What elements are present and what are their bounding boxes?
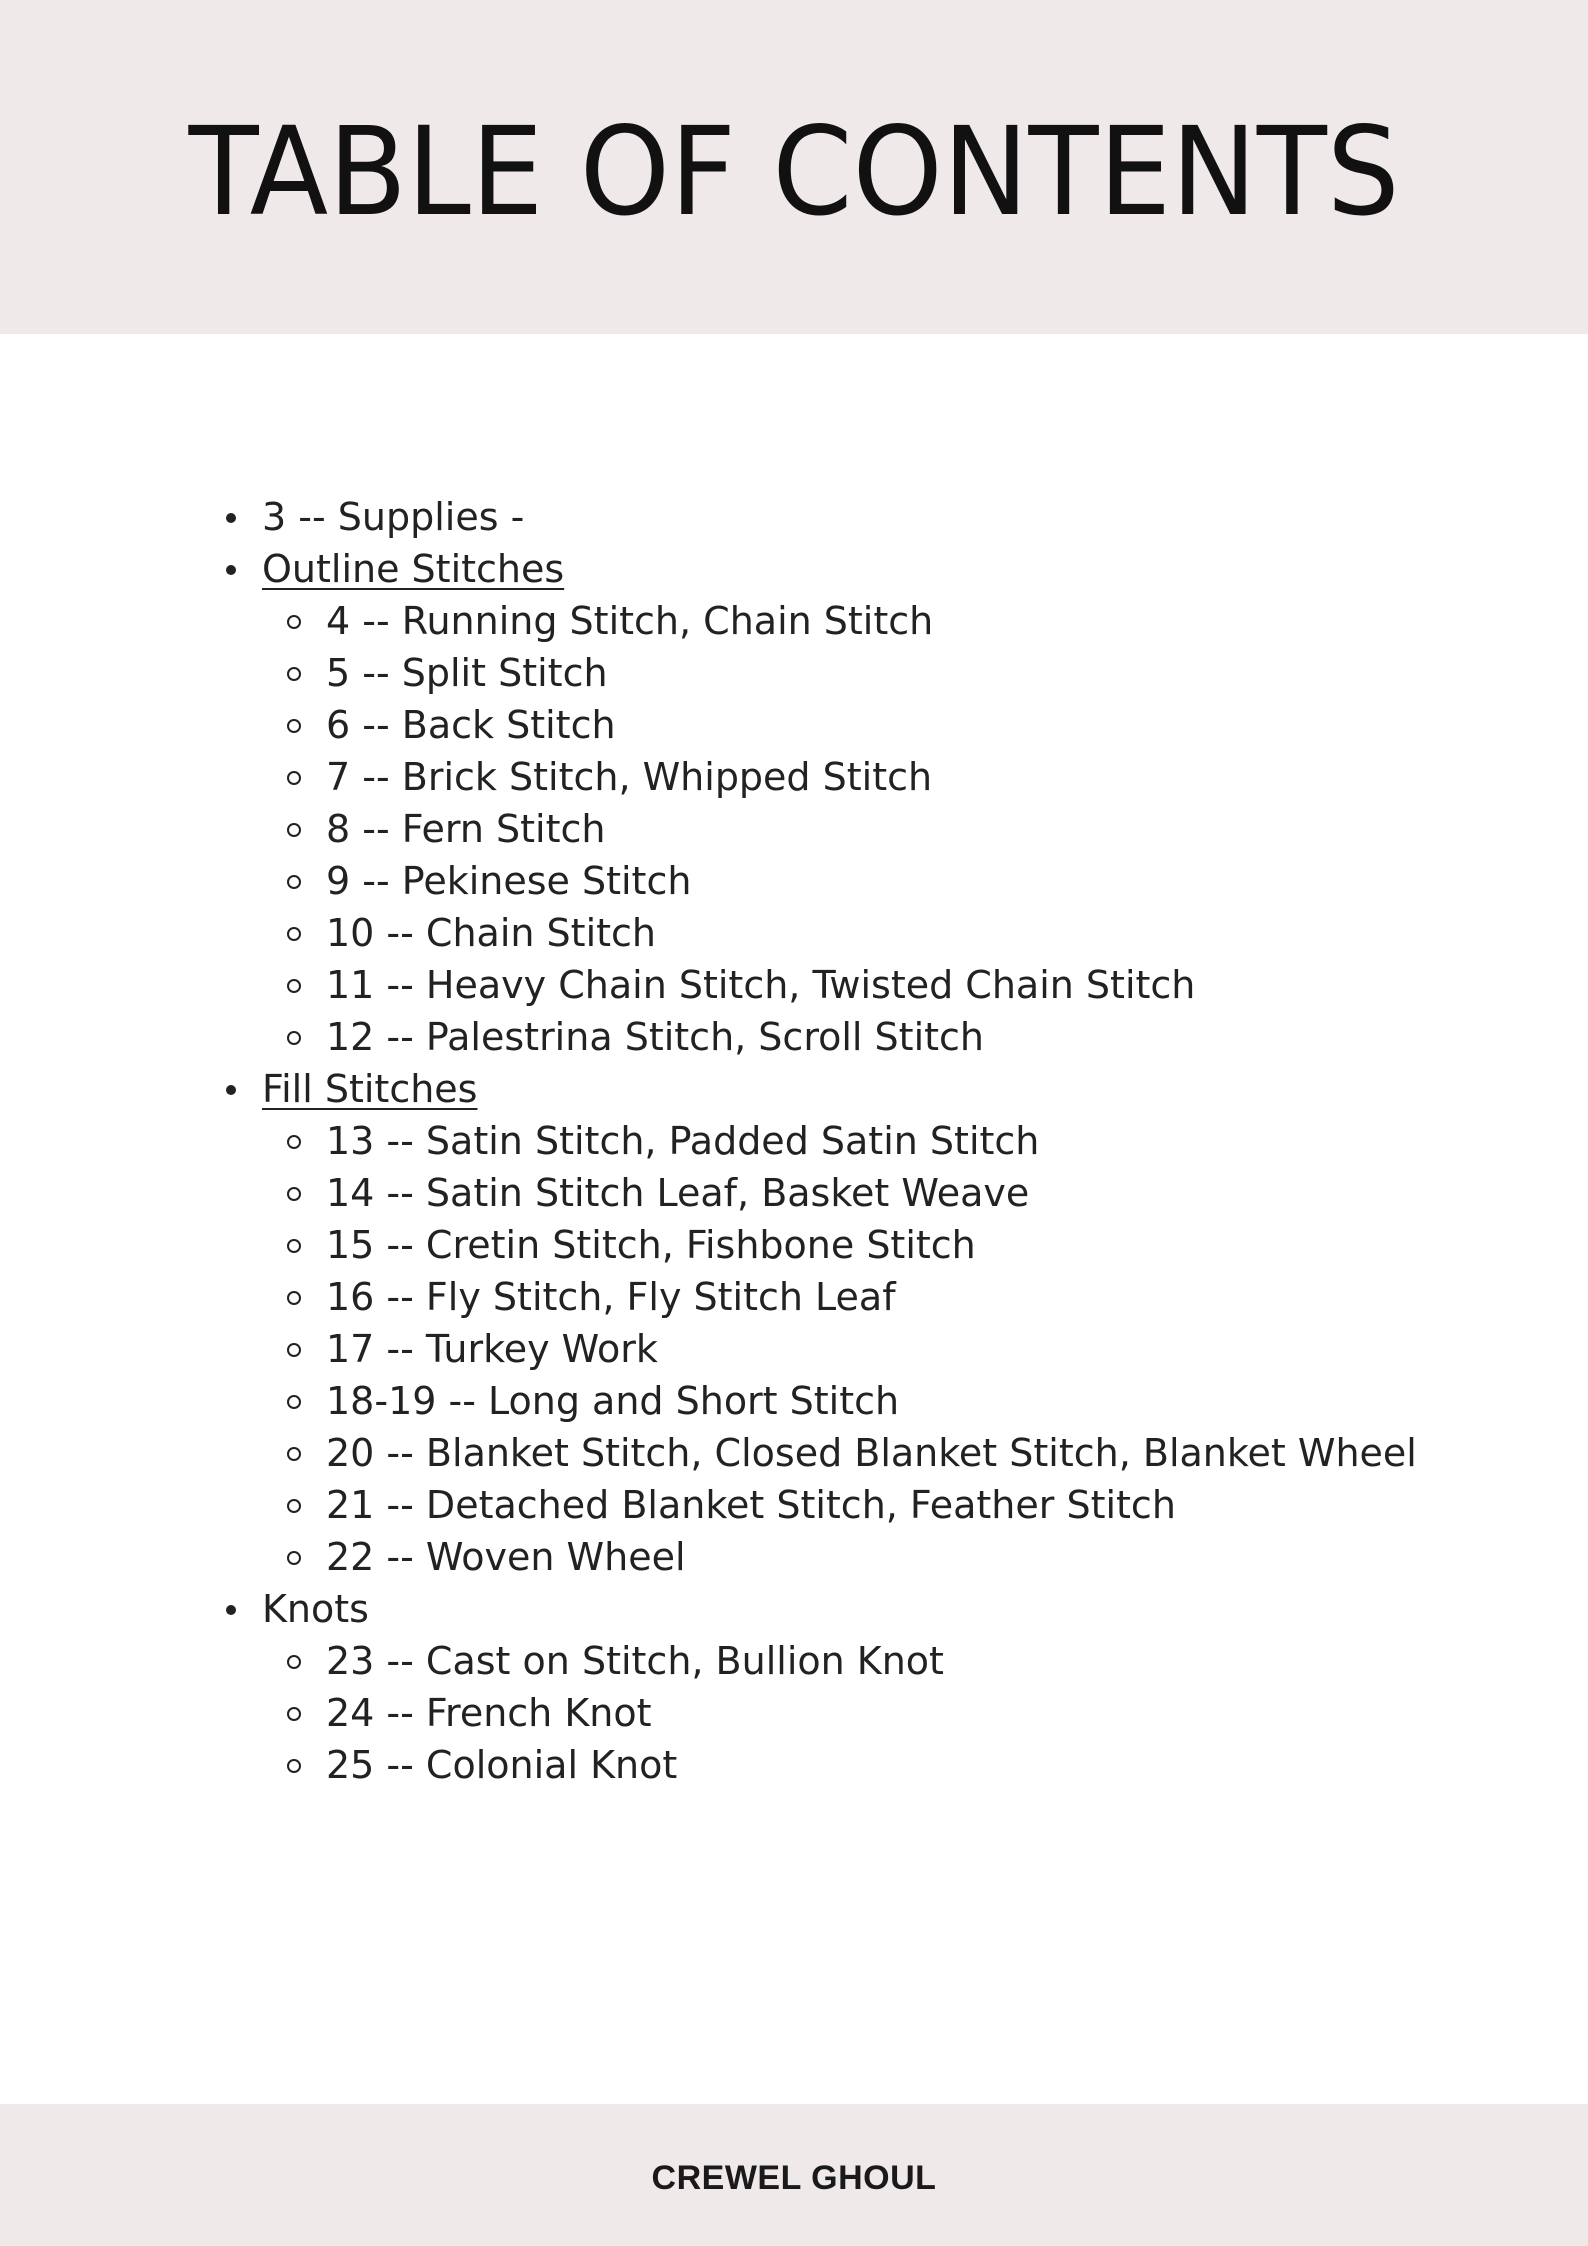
bullet-circle-icon	[287, 1447, 301, 1461]
footer-brand: CREWEL GHOUL	[651, 2158, 937, 2197]
section-label-outline-stitches: Outline Stitches	[262, 547, 565, 591]
bullet-disc-icon	[226, 513, 236, 523]
toc-entry	[0, 1427, 1588, 1479]
toc-entry-label: 5 -- Split Stitch	[326, 651, 608, 695]
toc-entry	[0, 803, 1588, 855]
bullet-circle-icon	[287, 1135, 301, 1149]
bullet-circle-icon	[287, 719, 301, 733]
toc-section-knots	[0, 1583, 1588, 1635]
toc-entry	[0, 1739, 1588, 1791]
toc-entry-label: 10 -- Chain Stitch	[326, 911, 657, 955]
toc-entry-label: 18-19 -- Long and Short Stitch	[326, 1379, 900, 1423]
toc-entry	[0, 647, 1588, 699]
bullet-circle-icon	[287, 1291, 301, 1305]
toc-entry	[0, 1635, 1588, 1687]
toc-entry	[0, 1167, 1588, 1219]
toc-entry-label: 11 -- Heavy Chain Stitch, Twisted Chain Stitch	[326, 963, 1196, 1007]
toc-entry-label: 3 -- Supplies -	[262, 495, 525, 539]
toc-entry	[0, 959, 1588, 1011]
toc-entry	[0, 595, 1588, 647]
toc-section-outline-stitches	[0, 543, 1588, 595]
toc-entry-label: 8 -- Fern Stitch	[326, 807, 606, 851]
toc-entry-label: 15 -- Cretin Stitch, Fishbone Stitch	[326, 1223, 976, 1267]
toc-entry-label: 17 -- Turkey Work	[326, 1327, 658, 1371]
toc-entry	[0, 1011, 1588, 1063]
bullet-circle-icon	[287, 1187, 301, 1201]
bullet-circle-icon	[287, 771, 301, 785]
bullet-circle-icon	[287, 1707, 301, 1721]
toc-entry-label: 25 -- Colonial Knot	[326, 1743, 678, 1787]
toc-entry-label: 4 -- Running Stitch, Chain Stitch	[326, 599, 934, 643]
toc-entry	[0, 1531, 1588, 1583]
toc-entry-label: 6 -- Back Stitch	[326, 703, 616, 747]
page-title: TABLE OF CONTENTS	[188, 101, 1400, 243]
section-label-fill-stitches: Fill Stitches	[262, 1067, 478, 1111]
toc-section-fill-stitches	[0, 1063, 1588, 1115]
bullet-circle-icon	[287, 979, 301, 993]
toc-entry-label: 23 -- Cast on Stitch, Bullion Knot	[326, 1639, 944, 1683]
bullet-circle-icon	[287, 1655, 301, 1669]
toc-entry	[0, 1271, 1588, 1323]
bullet-circle-icon	[287, 927, 301, 941]
bullet-circle-icon	[287, 1239, 301, 1253]
toc-entry	[0, 1323, 1588, 1375]
bullet-circle-icon	[287, 615, 301, 629]
table-of-contents	[0, 491, 1588, 1791]
bullet-circle-icon	[287, 1759, 301, 1773]
bullet-circle-icon	[287, 875, 301, 889]
bullet-disc-icon	[226, 1085, 236, 1095]
footer-band	[0, 2104, 1588, 2246]
toc-entry-label: 21 -- Detached Blanket Stitch, Feather Stitch	[326, 1483, 1176, 1527]
toc-entry-label: 9 -- Pekinese Stitch	[326, 859, 692, 903]
toc-entry	[0, 751, 1588, 803]
toc-entry-label: 14 -- Satin Stitch Leaf, Basket Weave	[326, 1171, 1030, 1215]
bullet-circle-icon	[287, 1395, 301, 1409]
bullet-circle-icon	[287, 823, 301, 837]
toc-entry-label: 24 -- French Knot	[326, 1691, 652, 1735]
toc-entry-label: 16 -- Fly Stitch, Fly Stitch Leaf	[326, 1275, 896, 1319]
toc-entry	[0, 699, 1588, 751]
header-band	[0, 0, 1588, 334]
toc-list	[0, 491, 1588, 1791]
toc-entry	[0, 1115, 1588, 1167]
toc-entry	[0, 907, 1588, 959]
toc-entry-label: 22 -- Woven Wheel	[326, 1535, 686, 1579]
bullet-circle-icon	[287, 667, 301, 681]
section-label-knots: Knots	[262, 1587, 369, 1631]
bullet-circle-icon	[287, 1031, 301, 1045]
toc-entry-label: 7 -- Brick Stitch, Whipped Stitch	[326, 755, 933, 799]
bullet-circle-icon	[287, 1343, 301, 1357]
toc-entry	[0, 1687, 1588, 1739]
toc-entry	[0, 1479, 1588, 1531]
toc-entry-label: 13 -- Satin Stitch, Padded Satin Stitch	[326, 1119, 1040, 1163]
toc-entry	[0, 855, 1588, 907]
toc-entry	[0, 1375, 1588, 1427]
toc-entry-label: 12 -- Palestrina Stitch, Scroll Stitch	[326, 1015, 985, 1059]
bullet-circle-icon	[287, 1551, 301, 1565]
toc-entry	[0, 1219, 1588, 1271]
toc-entry-supplies	[0, 491, 1588, 543]
toc-entry-label: 20 -- Blanket Stitch, Closed Blanket Stitch, Blanket Wheel	[326, 1431, 1417, 1475]
bullet-circle-icon	[287, 1499, 301, 1513]
bullet-disc-icon	[226, 1605, 236, 1615]
bullet-disc-icon	[226, 565, 236, 575]
